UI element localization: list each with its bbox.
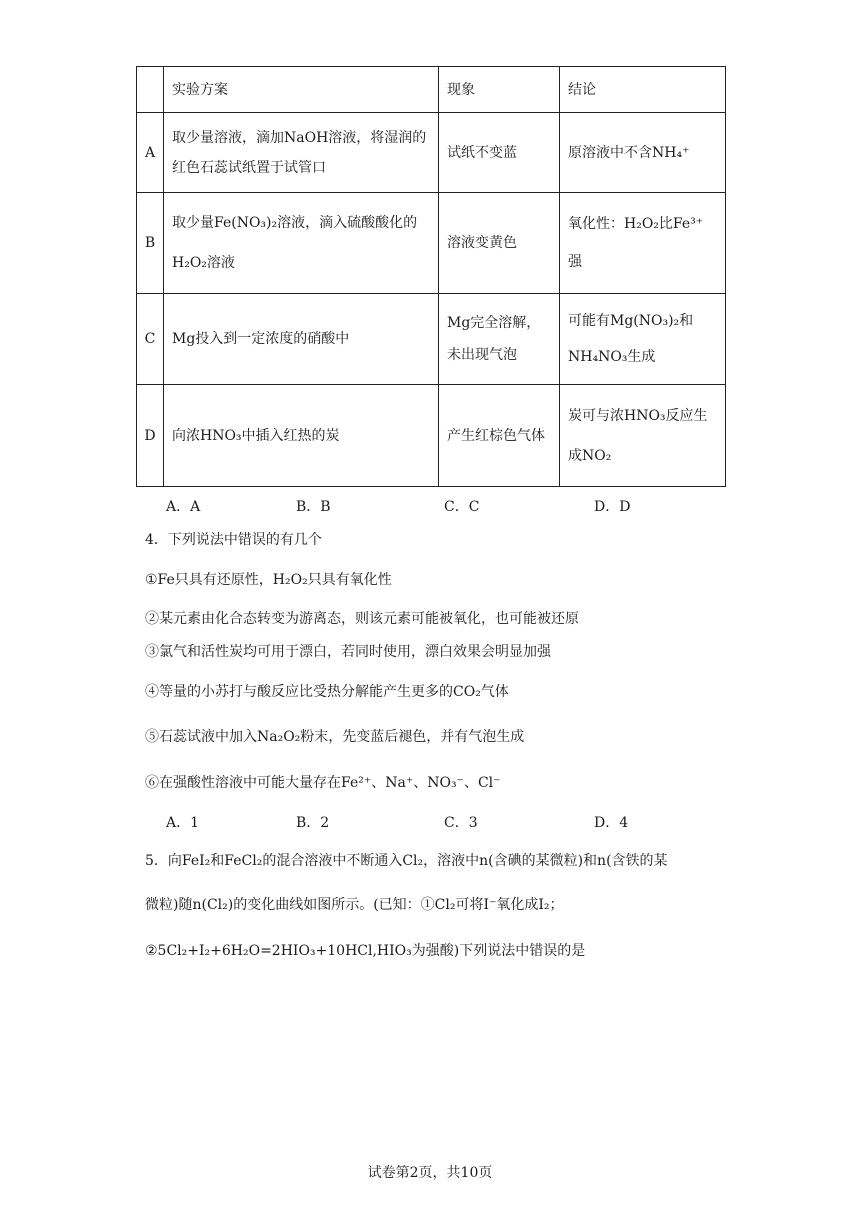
row-conclusion: 氧化性：H₂O₂比Fe³⁺强	[560, 193, 726, 294]
choice-b: B．2	[296, 815, 330, 831]
choice-d: D．D	[594, 499, 631, 515]
q4-item: ①Fe只具有还原性，H₂O₂只具有氧化性	[145, 572, 392, 588]
row-phenomenon: Mg完全溶解，未出现气泡	[439, 294, 560, 385]
header-plan: 实验方案	[164, 67, 439, 113]
row-id: D	[137, 385, 164, 487]
header-phenomenon: 现象	[439, 67, 560, 113]
row-plan: Mg投入到一定浓度的硝酸中	[164, 294, 439, 385]
table-row	[137, 113, 726, 193]
row-plan: 取少量溶液，滴加NaOH溶液，将湿润的红色石蕊试纸置于试管口	[164, 113, 439, 193]
row-plan: 取少量Fe(NO₃)₂溶液，滴入硫酸酸化的H₂O₂溶液	[164, 193, 439, 294]
page-footer: 试卷第2页，共10页	[367, 1165, 493, 1181]
choice-b: B．B	[296, 499, 331, 515]
table-cell	[137, 67, 164, 113]
row-plan: 向浓HNO₃中插入红热的炭	[164, 385, 439, 487]
row-conclusion: 炭可与浓HNO₃反应生成NO₂	[560, 385, 726, 487]
q4-stem: 4．下列说法中错误的有几个	[145, 532, 322, 548]
q4-item: ④等量的小苏打与酸反应比受热分解能产生更多的CO₂气体	[145, 684, 509, 700]
row-id: A	[137, 113, 164, 193]
row-phenomenon: 试纸不变蓝	[439, 113, 560, 193]
q4-item: ②某元素由化合态转变为游离态，则该元素可能被氧化，也可能被还原	[145, 611, 579, 627]
q4-item: ⑤石蕊试液中加入Na₂O₂粉末，先变蓝后褪色，并有气泡生成	[145, 729, 525, 745]
row-id: C	[137, 294, 164, 385]
row-phenomenon: 产生红棕色气体	[439, 385, 560, 487]
q4-item: ③氯气和活性炭均可用于漂白，若同时使用，漂白效果会明显加强	[145, 644, 551, 660]
row-conclusion: 原溶液中不含NH₄⁺	[560, 113, 726, 193]
row-id: B	[137, 193, 164, 294]
experiment-table	[136, 66, 726, 487]
q5-line: 微粒)随n(Cl₂)的变化曲线如图所示。(已知：①Cl₂可将I⁻氧化成I₂；	[145, 897, 564, 913]
choice-c: C．3	[444, 815, 478, 831]
q5-line: 5．向FeI₂和FeCl₂的混合溶液中不断通入Cl₂，溶液中n(含碘的某微粒)和n(含铁的某	[145, 853, 668, 869]
table-row	[137, 294, 726, 385]
choice-d: D．4	[594, 815, 629, 831]
choice-a: A．1	[166, 815, 200, 831]
row-conclusion: 可能有Mg(NO₃)₂和NH₄NO₃生成	[560, 294, 726, 385]
table-row	[137, 193, 726, 294]
table-row	[137, 385, 726, 487]
row-phenomenon: 溶液变黄色	[439, 193, 560, 294]
header-conclusion: 结论	[560, 67, 726, 113]
q4-item: ⑥在强酸性溶液中可能大量存在Fe²⁺、Na⁺、NO₃⁻、Cl⁻	[145, 775, 501, 791]
table-header-row	[137, 67, 726, 113]
choice-a: A．A	[166, 499, 201, 515]
choice-c: C．C	[444, 499, 480, 515]
q5-line: ②5Cl₂+I₂+6H₂O=2HIO₃+10HCl,HIO₃为强酸)下列说法中错误的是	[145, 943, 586, 959]
